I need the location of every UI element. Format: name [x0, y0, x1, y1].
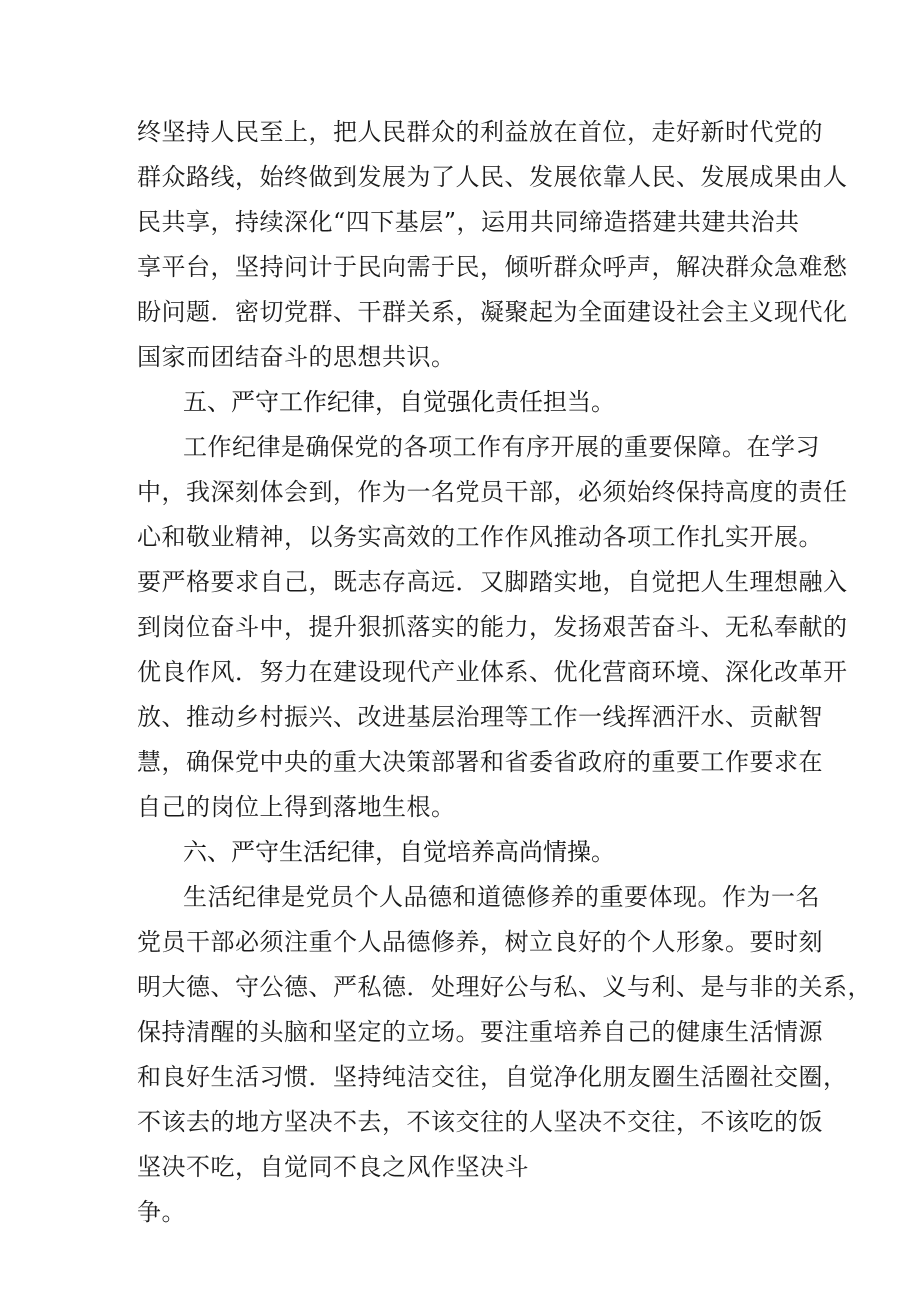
paragraph-top-line-6: 国家而团结奋斗的思想共识。 [137, 343, 456, 371]
paragraph-5-line-4: 要严格要求自己，既志存高远．又脚踏实地，自觉把人生理想融入 [137, 568, 848, 596]
paragraph-top-line-5: 盼问题．密切党群、干群关系，凝聚起为全面建设社会主义现代化 [137, 298, 848, 326]
paragraph-6-line-4: 保持清醒的头脑和坚定的立场。要注重培养自己的健康生活情源 [137, 1018, 823, 1046]
paragraph-top-line-2: 群众路线，始终做到发展为了人民、发展依靠人民、发展成果由人 [137, 163, 848, 191]
paragraph-5-line-6: 优良作风．努力在建设现代产业体系、优化营商环境、深化改革开 [137, 658, 848, 686]
paragraph-5-line-3: 心和敬业精神，以务实高效的工作作风推动各项工作扎实开展。 [137, 523, 823, 551]
paragraph-5-line-5: 到岗位奋斗中，提升狠抓落实的能力，发扬艰苦奋斗、无私奉献的 [137, 613, 848, 641]
paragraph-6-line-6: 不该去的地方坚决不去，不该交往的人坚决不交往，不该吃的饭 [137, 1108, 823, 1136]
paragraph-top-line-4: 享平台，坚持问计于民向需于民，倾听群众呼声，解决群众急难愁 [137, 253, 848, 281]
paragraph-6-line-2: 党员干部必须注重个人品德修养，树立良好的个人形象。要时刻 [137, 928, 823, 956]
paragraph-6-line-5: 和良好生活习惯．坚持纯洁交往，自觉净化朋友圈生活圈社交圈， [137, 1063, 848, 1091]
paragraph-5-line-1: 工作纪律是确保党的各项工作有序开展的重要保障。在学习 [183, 433, 820, 461]
paragraph-5-line-8: 慧，确保党中央的重大决策部署和省委省政府的重要工作要求在 [137, 748, 823, 776]
paragraph-5-line-7: 放、推动乡村振兴、改进基层治理等工作一线挥洒汗水、贡献智 [137, 703, 823, 731]
section-heading-6: 六、严守生活纪律，自觉培养高尚情操。 [183, 838, 615, 866]
paragraph-6-line-7: 坚决不吃，自觉同不良之风作坚决斗 [137, 1153, 529, 1181]
paragraph-5-line-2: 中，我深刻体会到，作为一名党员干部，必须始终保持高度的责任 [137, 478, 848, 506]
paragraph-5-line-9: 自己的岗位上得到落地生根。 [137, 793, 456, 821]
section-heading-5: 五、严守工作纪律，自觉强化责任担当。 [183, 388, 615, 416]
paragraph-6-line-3: 明大德、守公德、严私德．处理好公与私、义与利、是与非的关系， [137, 973, 872, 1001]
paragraph-top-line-1: 终坚持人民至上，把人民群众的利益放在首位，走好新时代党的 [137, 118, 823, 146]
paragraph-top-line-3: 民共享，持续深化“四下基层”，运用共同缔造搭建共建共治共 [137, 208, 800, 236]
paragraph-6-line-8: 争。 [137, 1198, 186, 1226]
paragraph-6-line-1: 生活纪律是党员个人品德和道德修养的重要体现。作为一名 [183, 883, 820, 911]
